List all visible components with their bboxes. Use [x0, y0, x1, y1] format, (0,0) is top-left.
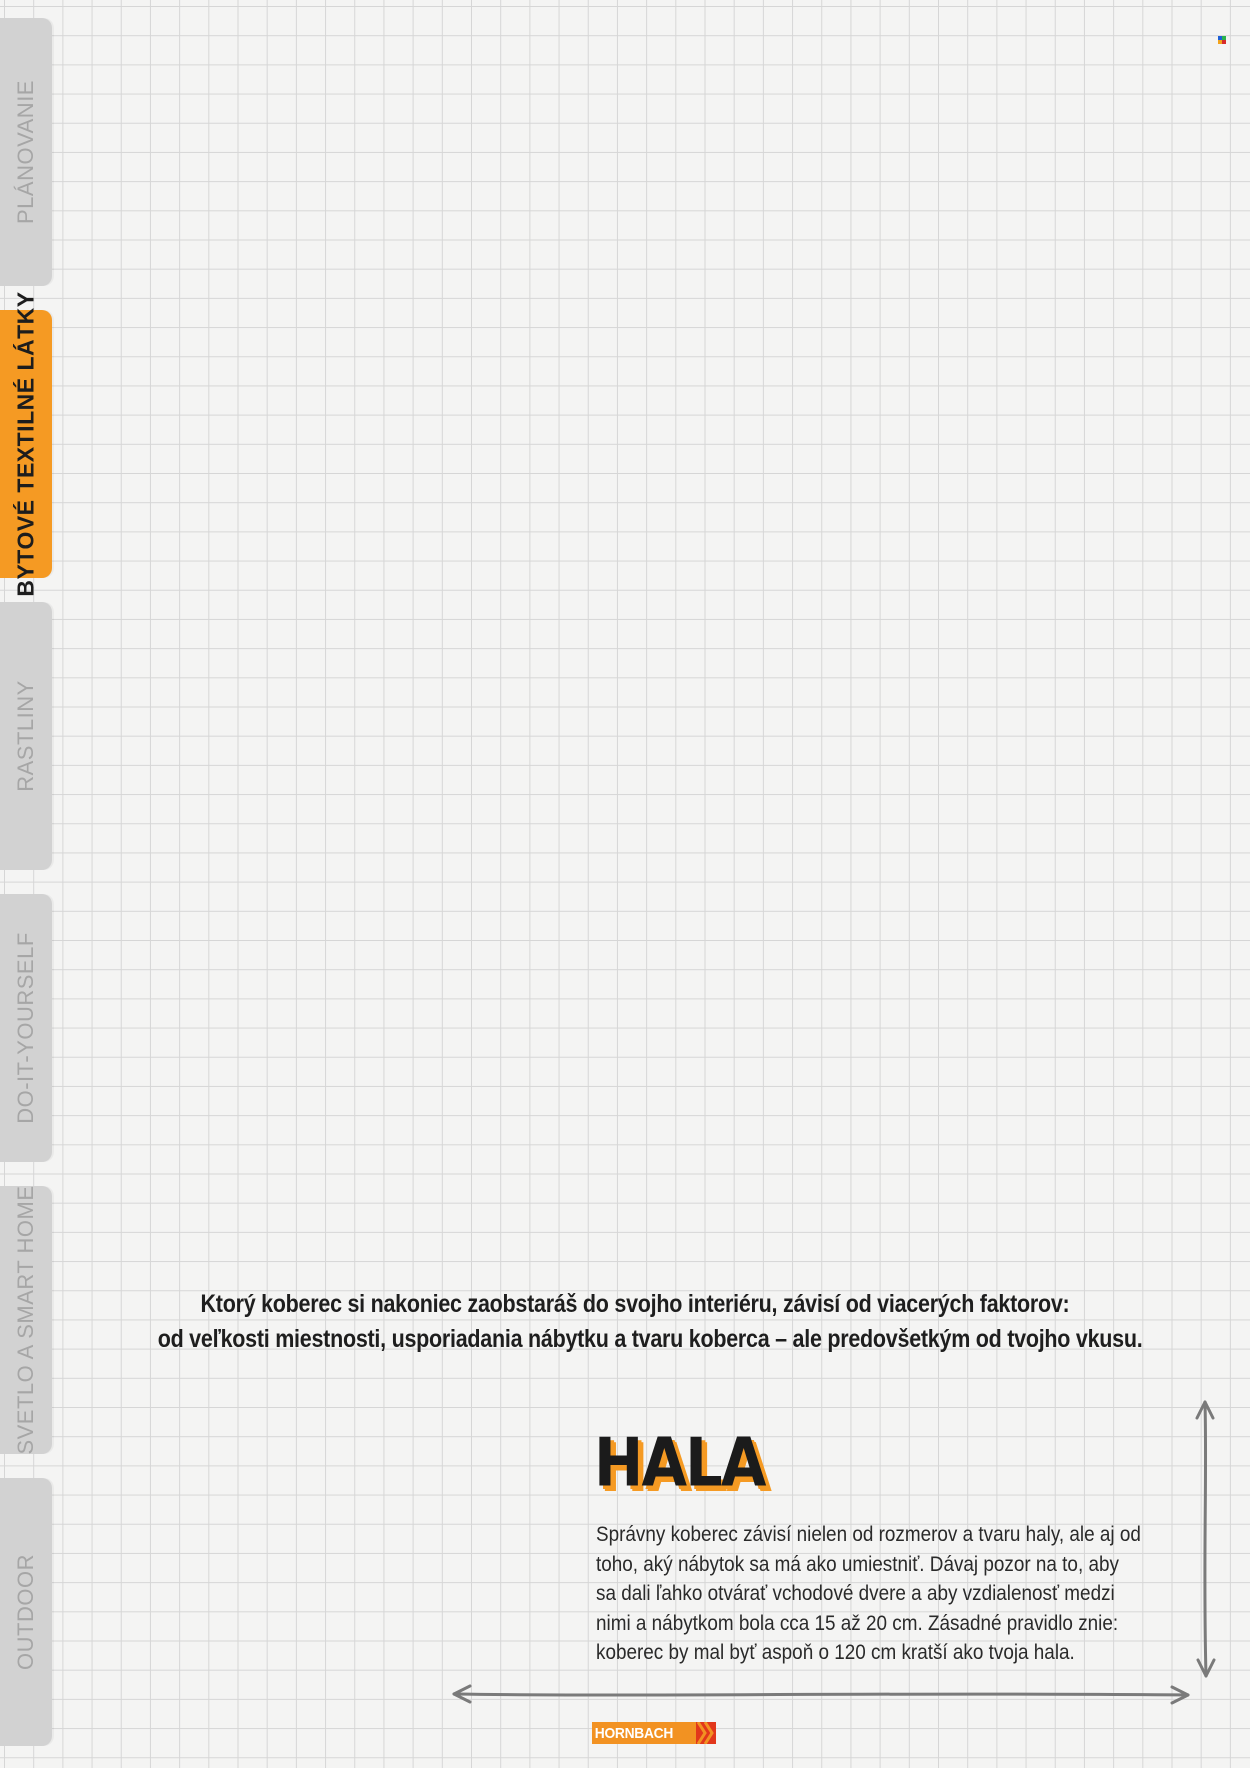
body-line: sa dali ľahko otvárať vchodové dvere a aby vzdialenosť medzi — [596, 1582, 1115, 1605]
tab-outdoor[interactable] — [0, 1478, 52, 1746]
section-tabs — [0, 0, 60, 1768]
tab-rastliny[interactable] — [0, 602, 52, 870]
intro-line-2: od veľkosti miestnosti, usporiadania nábytku a tvaru koberca – ale predovšetkým od tvojho vkusu. — [157, 1325, 1143, 1353]
tab-label: SVETLO A SMART HOME — [13, 1185, 38, 1455]
body-line: koberec by mal byť aspoň o 120 cm kratší ako tvoja hala. — [596, 1641, 1075, 1664]
logo-mark-icon — [696, 1722, 716, 1744]
corner-color-mark — [1218, 36, 1226, 44]
section-title: HALA — [594, 1424, 765, 1503]
section-body — [596, 1520, 1141, 1668]
intro-line-1: Ktorý koberec si nakoniec zaobstaráš do svojho interiéru, závisí od viacerých faktorov: — [200, 1290, 1070, 1318]
tab-label: PLÁNOVANIE — [13, 80, 38, 224]
body-line: nimi a nábytkom bola cca 15 až 20 cm. Zásadné pravidlo znie: — [596, 1611, 1119, 1635]
body-line: Správny koberec závisí nielen od rozmerov a tvaru haly, ale aj od — [596, 1523, 1141, 1546]
intro-text — [157, 1287, 1143, 1357]
tab-planovanie[interactable] — [0, 18, 52, 286]
tab-do-it-yourself[interactable] — [0, 894, 52, 1162]
horizontal-arrow-icon — [454, 1686, 1188, 1703]
tab-label: DO-IT-YOURSELF — [13, 932, 38, 1124]
tab-label: BYTOVÉ TEXTILNÉ LÁTKY — [12, 291, 39, 597]
tab-label: RASTLINY — [13, 680, 38, 792]
hornbach-logo: HORNBACH — [592, 1722, 716, 1744]
tab-label: OUTDOOR — [13, 1554, 38, 1670]
vertical-arrow-icon — [1197, 1402, 1214, 1676]
tab-svetlo-a-smart-home[interactable] — [0, 1186, 52, 1454]
tab-bytove-textilne-latky[interactable] — [0, 291, 52, 597]
body-line: toho, aký nábytok sa má ako umiestniť. Dávaj pozor na to, aby — [596, 1552, 1119, 1576]
